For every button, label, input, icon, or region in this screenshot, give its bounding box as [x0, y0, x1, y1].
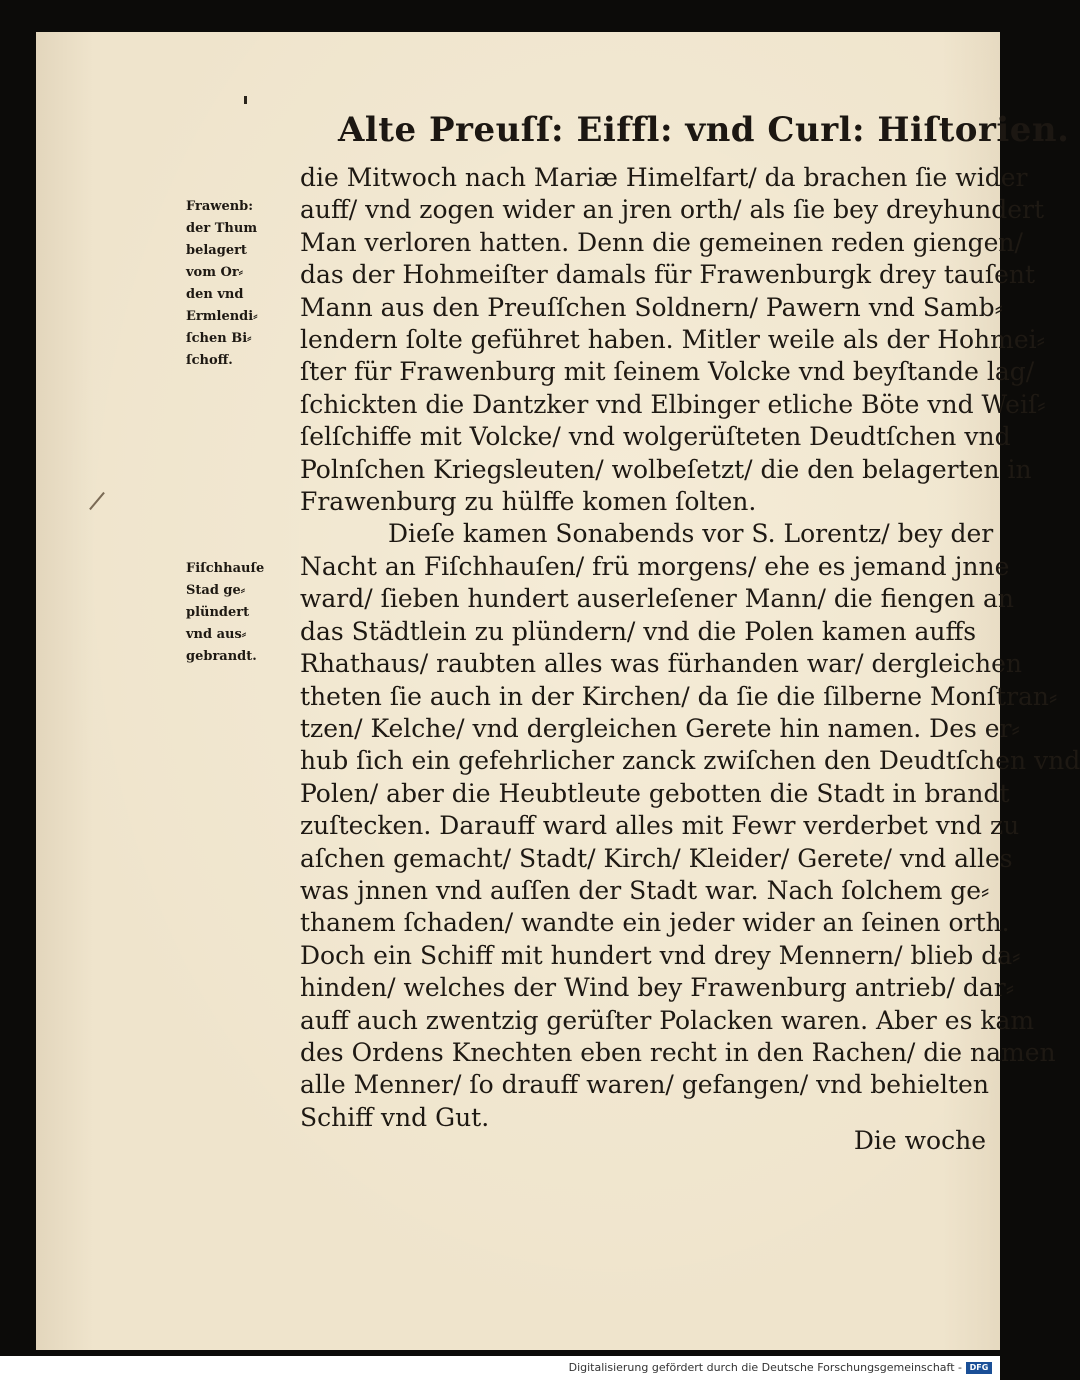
text-line: aſchen gemacht/ Stadt/ Kirch/ Kleider/ Gerete/ vnd alles	[300, 843, 1013, 873]
text-line: hinden/ welches der Wind bey Frawenburg antrieb/ dar⸗	[300, 973, 1015, 1003]
text-line: lendern ſolte geführet haben. Mitler weile als der Hohmei⸗	[300, 325, 1045, 355]
funding-credit: Digitalisierung gefördert durch die Deutsche Forschungsgemeinschaft -	[568, 1361, 962, 1374]
margin-note-fischhausen	[186, 558, 296, 668]
margin-note-line: vnd aus⸗	[186, 627, 247, 642]
text-line: alle Menner/ ſo drauff waren/ gefangen/ vnd behielten	[300, 1070, 989, 1100]
text-line: Frawenburg zu hülffe komen ſolten.	[300, 487, 757, 517]
text-line: zuſtecken. Darauff ward alles mit Fewr verderbet vnd zu	[300, 811, 1020, 841]
text-line: auff/ vnd zogen wider an jren orth/ als ſie bey dreyhundert	[300, 195, 1044, 225]
margin-note-line: den vnd	[186, 287, 244, 302]
margin-note-line: gebrandt.	[186, 649, 257, 664]
text-line: des Ordens Knechten eben recht in den Rachen/ die namen	[300, 1037, 1056, 1067]
text-line: Nacht an Fiſchhauſen/ frü morgens/ ehe es jemand jnne	[300, 551, 1010, 581]
margin-note-line: Ermlendi⸗	[186, 309, 258, 324]
margin-note-line: Frawenb:	[186, 199, 254, 214]
margin-note-line: der Thum	[186, 221, 258, 236]
text-line: was jnnen vnd auſſen der Stadt war. Nach ſolchem ge⸗	[300, 875, 990, 905]
text-line: auff auch zwentzig gerüſter Polacken waren. Aber es kam	[300, 1005, 1035, 1035]
margin-note-line: belagert	[186, 243, 247, 258]
text-line: Doch ein Schiff mit hundert vnd drey Mennern/ blieb da⸗	[300, 940, 1021, 970]
margin-note-line: Fiſchhauſe	[186, 561, 265, 576]
text-line: thanem ſchaden/ wandte ein jeder wider an ſeinen orth.	[300, 908, 1010, 938]
dfg-logo: DFG	[966, 1362, 992, 1374]
text-line: ward/ ſieben hundert auserleſener Mann/ die fiengen an	[300, 584, 1015, 614]
text-line: Schiff vnd Gut.	[300, 1102, 490, 1132]
running-header: Alte Preuſſ: Eiffl: vnd Curl: Hiſtorien.	[338, 110, 1070, 150]
paragraph-start-line: Dieſe kamen Sonabends vor S. Lorentz/ bey der	[388, 519, 994, 549]
text-line: hub ſich ein gefehrlicher zanck zwiſchen den Deudtſchen vnd	[300, 746, 1080, 776]
text-line: Man verloren hatten. Denn die gemeinen reden giengen/	[300, 227, 1023, 257]
text-line: Polen/ aber die Heubtleute gebotten die Stadt in brandt	[300, 778, 1010, 808]
catchword: Die woche	[853, 1126, 986, 1155]
text-line: das Städtlein zu plündern/ vnd die Polen kamen auffs	[300, 616, 977, 646]
margin-note-line: plündert	[186, 605, 250, 620]
margin-note-line: Stad ge⸗	[186, 583, 246, 598]
text-line: Mann aus den Preuſſchen Soldnern/ Pawern vnd Samb⸗	[300, 292, 1003, 322]
text-line: Polnſchen Kriegsleuten/ wolbeſetzt/ die den belagerten in	[300, 454, 1032, 484]
text-line: tzen/ Kelche/ vnd dergleichen Gerete hin namen. Des er⸗	[300, 713, 1020, 743]
text-line: ſchickten die Dantzker vnd Elbinger etliche Böte vnd Weiſ⸗	[300, 389, 1046, 419]
text-line: ſelſchiffe mit Volcke/ vnd wolgerüſteten Deudtſchen vnd	[300, 422, 1011, 452]
margin-note-frawenburg	[186, 196, 296, 372]
text-line: theten ſie auch in der Kirchen/ da ſie die ſilberne Monſtran⸗	[300, 681, 1058, 711]
text-line: Rhathaus/ raubten alles was fürhanden war/ dergleichen	[300, 649, 1022, 679]
margin-note-line: vom Or⸗	[186, 265, 244, 280]
margin-note-line: ſchoff.	[186, 353, 233, 368]
text-line: das der Hohmeiſter damals für Frawenburgk drey tauſent	[300, 260, 1036, 290]
text-line: die Mitwoch nach Mariæ Himelfart/ da brachen ſie wider	[300, 163, 1028, 192]
ink-mark	[244, 96, 247, 104]
body-text	[300, 162, 1080, 1134]
margin-note-line: ſchen Bi⸗	[186, 331, 252, 346]
text-line: ſter für Frawenburg mit ſeinem Volcke vnd beyſtande lag/	[300, 357, 1035, 387]
